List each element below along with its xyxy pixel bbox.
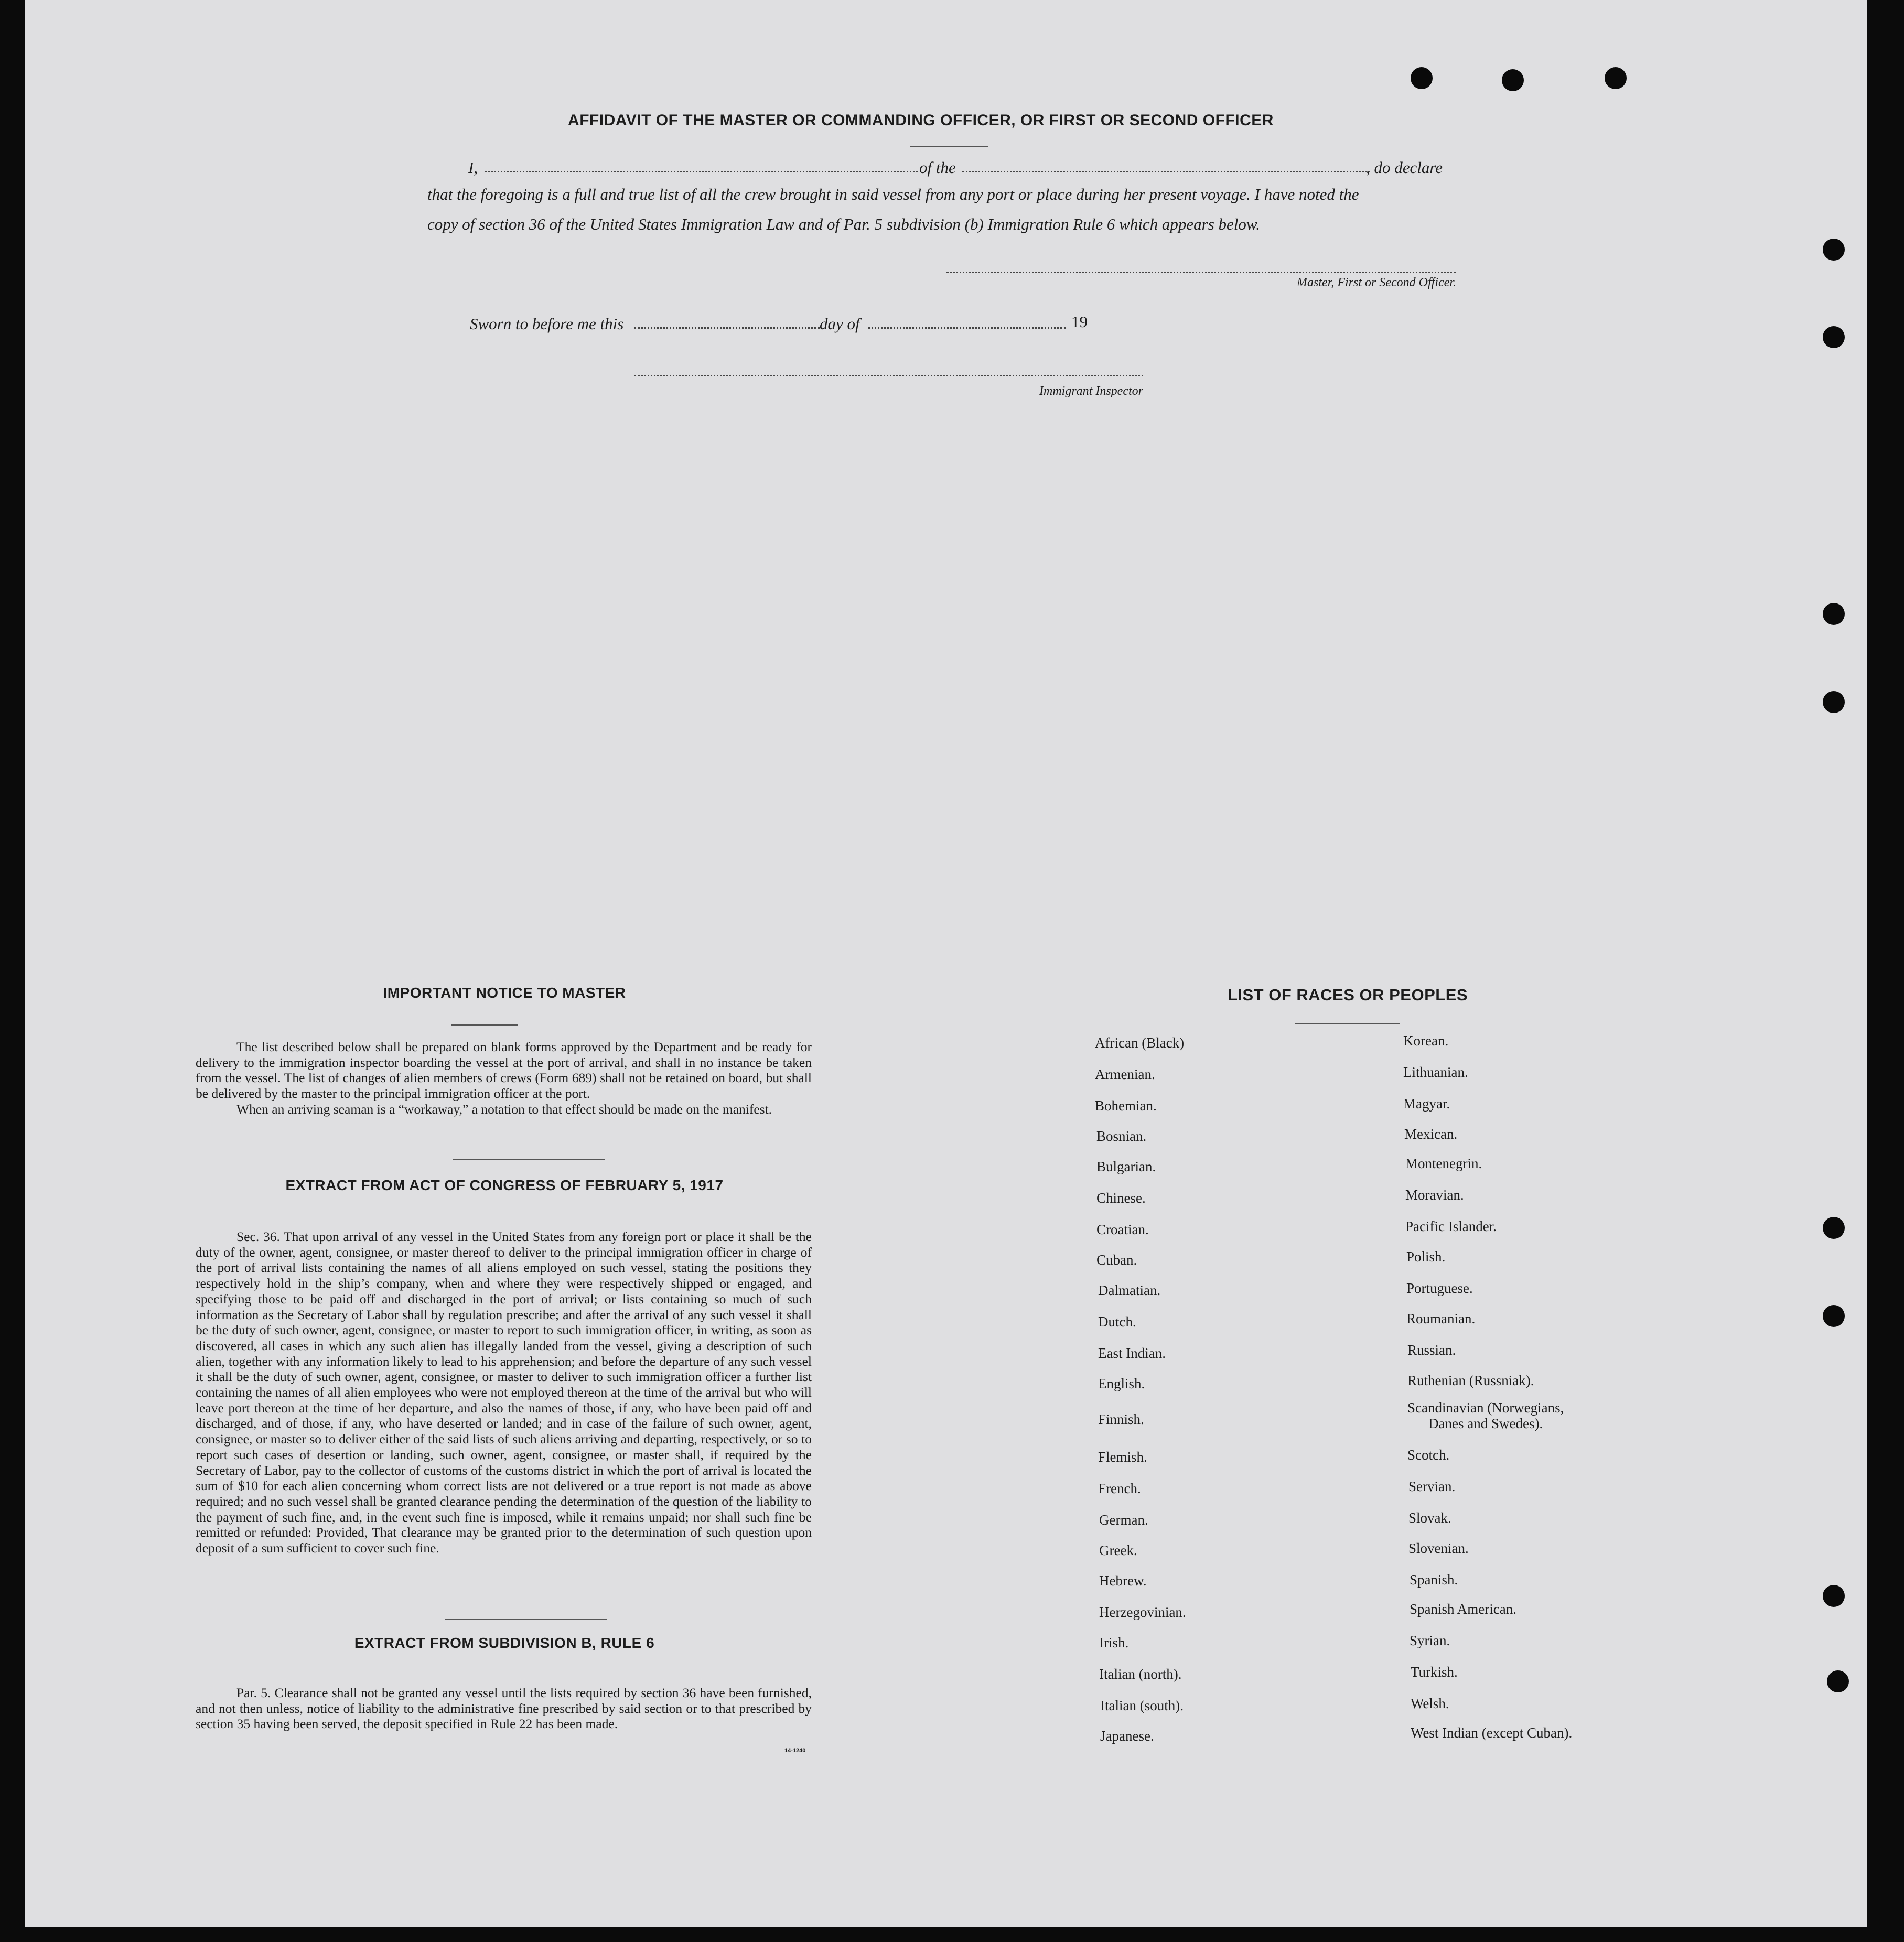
punch-hole	[1823, 691, 1845, 713]
divider	[445, 1619, 607, 1620]
race-item: Cuban.	[1096, 1252, 1137, 1268]
extract-act-title: EXTRACT FROM ACT OF CONGRESS OF FEBRUARY 5, 1917	[285, 1177, 724, 1193]
race-item: Ruthenian (Russniak).	[1407, 1373, 1534, 1388]
notice-paragraph-2: When an arriving seaman is a “workaway,” a notation to that effect should be made on the manifest.	[236, 1101, 772, 1117]
punch-hole	[1823, 1585, 1845, 1607]
race-item: Hebrew.	[1099, 1573, 1147, 1589]
race-item: Roumanian.	[1406, 1311, 1476, 1326]
race-item: African (Black)	[1095, 1035, 1185, 1051]
race-item: Korean.	[1403, 1033, 1449, 1049]
race-item: Irish.	[1099, 1635, 1129, 1650]
race-item: East Indian.	[1098, 1345, 1166, 1361]
race-item: French.	[1098, 1481, 1141, 1496]
day-of-label: day of	[820, 315, 860, 333]
affidavit-title: AFFIDAVIT OF THE MASTER OR COMMANDING OFFICER, OR FIRST OR SECOND OFFICER	[568, 112, 1274, 129]
race-item: Servian.	[1408, 1479, 1456, 1494]
paragraph-5-text: Par. 5. Clearance shall not be granted any vessel until the lists required by section 36 have been furnished, and not then unless, notice of liability to the administrative fine prescribed by said section or to that prescribed by section 35 having been served, the deposit specified in Rule 22 has been made.	[196, 1685, 812, 1732]
extract-rule-body	[196, 1685, 812, 1732]
punch-hole	[1605, 67, 1627, 89]
month-blank[interactable]	[868, 327, 1066, 329]
divider	[453, 1159, 605, 1160]
punch-hole	[1823, 326, 1845, 348]
race-item: Welsh.	[1411, 1696, 1449, 1711]
race-item: Moravian.	[1405, 1187, 1464, 1203]
affidavit-statement-line3: copy of section 36 of the United States Immigration Law and of Par. 5 subdivision (b) Immigration Rule 6 which appears below.	[427, 215, 1261, 233]
punch-hole	[1827, 1670, 1849, 1692]
race-item: Slovenian.	[1408, 1540, 1469, 1556]
notice-paragraph-1: The list described below shall be prepared on blank forms approved by the Department and be ready for delivery to the immigration inspector boarding the vessel at the port of arrival, and shall in no instance be taken from the vessel. The list of changes of alien members of crews (Form 689) shall not be retained on board, but shall be delivered by the master to the principal immigration officer at the port.	[196, 1039, 812, 1102]
race-item: Scotch.	[1407, 1447, 1450, 1463]
race-item: Bulgarian.	[1096, 1159, 1156, 1174]
divider	[910, 146, 988, 147]
extract-rule-title: EXTRACT FROM SUBDIVISION B, RULE 6	[354, 1635, 655, 1651]
race-item: Spanish American.	[1410, 1601, 1516, 1617]
punch-hole	[1823, 603, 1845, 625]
extract-act-body	[196, 1229, 812, 1556]
affidavit-of-the-label: of the	[919, 158, 956, 177]
form-number: 14-1240	[784, 1747, 806, 1754]
inspector-label: Immigrant Inspector	[1039, 384, 1143, 398]
year-label: 19	[1071, 312, 1088, 331]
race-item: Herzegovinian.	[1099, 1604, 1186, 1620]
section-36-text: Sec. 36. That upon arrival of any vessel in the United States from any foreign port or place it shall be the duty of the owner, agent, consignee, or master thereof to deliver to the principal immigration officer in charge of the port of arrival lists containing the names of all aliens employed on such vessel, stating the positions they respectively hold in the ship’s company, when and where they were respectively shipped or engaged, and specifying those to be paid off and discharged in the port of arrival; or lists containing so much of such information as the Secretary of Labor shall by regulation prescribe; and after the arrival of any such vessel it shall be the duty of such owner, agent, consignee, or master to report to such immigration officer, in writing, as soon as discovered, all cases in which any such alien has illegally landed from the vessel, giving a description of such alien, together with any information likely to lead to his apprehension; and before the departure of any such vessel it shall be the duty of such owner, agent, consignee, or master to deliver to such immigration officer a further list containing the names of all alien employees who were not employed thereon at the time of the arrival but who will leave port thereon at the time of her departure, and also the names of those, if any, who have been paid off and discharged, and of those, if any, who have deserted or landed; and in case of the failure of such owner, agent, consignee, or master so to deliver either of the said lists of such aliens arriving and departing, respectively, or so to report such cases of desertion or landing, such owner, agent, consignee, or master shall, if required by the Secretary of Labor, pay to the collector of customs of the customs district in which the port of arrival is located the sum of $10 for each alien concerning whom correct lists are not delivered or a true report is not made as above required; and no such vessel shall be granted clearance pending the determination of the question of the liability to the payment of such fine, and, in the event such fine is imposed, while it remains unpaid; nor shall such fine be remitted or refunded: Provided, That clearance may be granted prior to the determination of such question upon deposit of a sum sufficient to cover such fine.	[196, 1229, 812, 1556]
race-item: Slovak.	[1408, 1510, 1451, 1526]
race-item: Portuguese.	[1406, 1280, 1473, 1296]
notice-title: IMPORTANT NOTICE TO MASTER	[383, 985, 626, 1001]
race-item: Turkish.	[1411, 1664, 1458, 1680]
punch-hole	[1823, 1217, 1845, 1239]
sworn-label: Sworn to before me this	[470, 315, 624, 333]
race-item: Dutch.	[1098, 1314, 1136, 1330]
affidavit-i-label: I,	[468, 158, 478, 177]
vessel-blank[interactable]	[962, 171, 1370, 172]
race-item: Montenegrin.	[1405, 1156, 1482, 1171]
punch-hole	[1823, 239, 1845, 261]
race-item: Spanish.	[1410, 1572, 1458, 1588]
name-blank[interactable]	[485, 171, 918, 172]
punch-hole	[1411, 67, 1433, 89]
race-item: Mexican.	[1404, 1126, 1458, 1142]
master-signature-line[interactable]	[946, 272, 1456, 273]
race-item: Flemish.	[1098, 1449, 1147, 1465]
race-item: Armenian.	[1095, 1066, 1155, 1082]
race-item: Italian (north).	[1099, 1666, 1182, 1682]
race-item: Finnish.	[1098, 1411, 1144, 1427]
race-item: Polish.	[1406, 1249, 1446, 1265]
race-item: Dalmatian.	[1098, 1282, 1161, 1298]
race-item: Greek.	[1099, 1542, 1137, 1558]
races-title: LIST OF RACES OR PEOPLES	[1227, 986, 1468, 1004]
affidavit-declare-label: , do declare	[1366, 158, 1443, 177]
race-item: Chinese.	[1096, 1190, 1146, 1206]
race-item: West Indian (except Cuban).	[1411, 1725, 1573, 1741]
race-item: Japanese.	[1100, 1728, 1154, 1744]
race-item: Scandinavian (Norwegians, Danes and Swedes).	[1407, 1400, 1564, 1431]
race-item: Pacific Islander.	[1405, 1218, 1497, 1234]
race-item: German.	[1099, 1512, 1148, 1528]
affidavit-statement-line2: that the foregoing is a full and true list of all the crew brought in said vessel from any port or place during her present voyage. I have noted the	[427, 185, 1359, 203]
divider	[1295, 1023, 1400, 1024]
sworn-day-blank[interactable]	[634, 327, 820, 329]
punch-hole	[1502, 69, 1524, 91]
race-item: Lithuanian.	[1403, 1064, 1468, 1080]
divider	[451, 1024, 518, 1026]
race-item: Bosnian.	[1096, 1128, 1147, 1144]
race-item: Magyar.	[1403, 1096, 1450, 1112]
notice-body	[196, 1039, 812, 1117]
race-item: Bohemian.	[1095, 1098, 1157, 1114]
inspector-signature-line[interactable]	[634, 375, 1143, 376]
punch-hole	[1823, 1305, 1845, 1327]
race-item: Russian.	[1407, 1342, 1456, 1358]
race-item: English.	[1098, 1376, 1145, 1391]
race-item: Croatian.	[1096, 1222, 1149, 1237]
race-item: Syrian.	[1410, 1633, 1450, 1648]
race-item: Italian (south).	[1100, 1698, 1184, 1713]
master-signature-label: Master, First or Second Officer.	[1297, 276, 1456, 289]
